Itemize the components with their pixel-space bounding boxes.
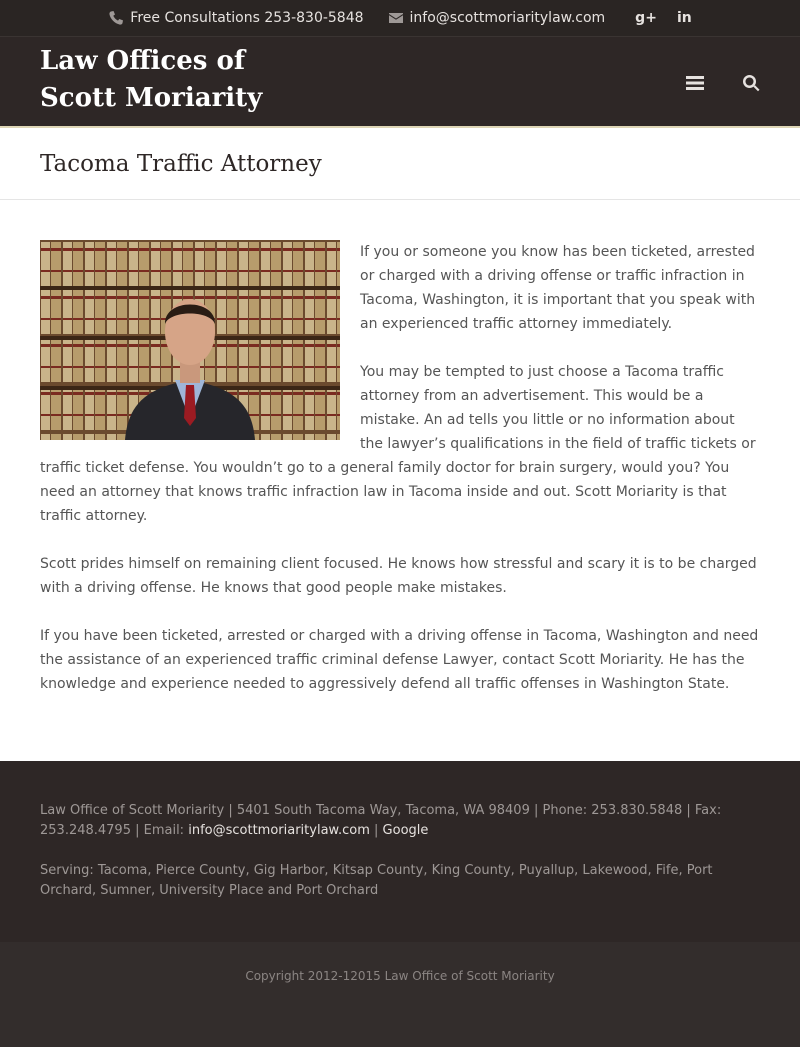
- site-header: [0, 37, 800, 128]
- page-title-bar: [0, 128, 800, 200]
- phone-info[interactable]: [108, 10, 363, 26]
- top-bar: [0, 0, 800, 37]
- content-paragraph-1: If you or someone you know has been ticketed, arrested or charged with a driving offense or traffic infraction in Tacoma, Washington, it is important that you speak with an experienced traffic attorney immediately.: [360, 244, 756, 332]
- header-icons: [686, 74, 760, 92]
- menu-icon[interactable]: [686, 74, 704, 92]
- content-paragraph-2: You may be tempted to just choose a Tacoma traffic attorney from an advertisement. This would be a mistake. An ad tells you little or no information about the lawyer’s qualifications in the field of traffic tickets or traffic ticket defense. You wouldn’t go to a general family doctor for brain surgery, would you? You need an attorney that knows traffic infraction law in Tacoma inside and out. Scott Moriarity is that traffic attorney.: [40, 364, 756, 524]
- google-plus-icon[interactable]: g+: [635, 10, 657, 26]
- phone-text: Free Consultations 253-830-5848: [130, 10, 364, 26]
- phone-icon: [108, 10, 124, 26]
- email-info[interactable]: [388, 10, 606, 26]
- content-paragraph-3: Scott prides himself on remaining client focused. He knows how stressful and scary it is to be charged with a driving offense. He knows that good people make mistakes.: [40, 556, 757, 596]
- footer-address: Law Office of Scott Moriarity | 5401 South Tacoma Way, Tacoma, WA 98409 | Phone: 253.830.5848 | Fax: 253.248.4795 | Email:: [40, 803, 722, 838]
- envelope-icon: [388, 10, 404, 26]
- brand-line-1: Law Offices of: [40, 46, 246, 76]
- footer-email-link[interactable]: info@scottmoriaritylaw.com: [188, 823, 370, 838]
- attorney-portrait-image: [40, 240, 340, 440]
- email-text: info@scottmoriaritylaw.com: [409, 10, 606, 26]
- search-icon[interactable]: [742, 74, 760, 92]
- content-paragraph-4: If you have been ticketed, arrested or charged with a driving offense in Tacoma, Washington and need the assistance of an experienced traffic criminal defense Lawyer, contact Scott Moriarity. He has the knowledge and experience needed to aggressively defend all traffic offenses in Washington State.: [40, 628, 759, 692]
- linkedin-icon[interactable]: in: [676, 10, 692, 26]
- social-links: [635, 10, 692, 26]
- site-logo[interactable]: [40, 43, 340, 117]
- attorney-photo: [40, 240, 340, 440]
- footer-google-link[interactable]: Google: [382, 823, 429, 838]
- copyright-text: Copyright 2012-12015 Law Office of Scott Moriarity: [245, 969, 555, 983]
- footer-separator: |: [374, 823, 379, 838]
- footer-contact: [40, 801, 760, 841]
- page-title: Tacoma Traffic Attorney: [40, 150, 322, 177]
- copyright-bar: [0, 942, 800, 1047]
- main-content: [0, 200, 800, 761]
- site-footer: [0, 761, 800, 942]
- footer-serving: Serving: Tacoma, Pierce County, Gig Harbor, Kitsap County, King County, Puyallup, Lakewood, Fife, Port Orchard, Sumner, University Place and Port Orchard: [40, 863, 713, 898]
- brand-line-2: Scott Moriarity: [40, 83, 263, 113]
